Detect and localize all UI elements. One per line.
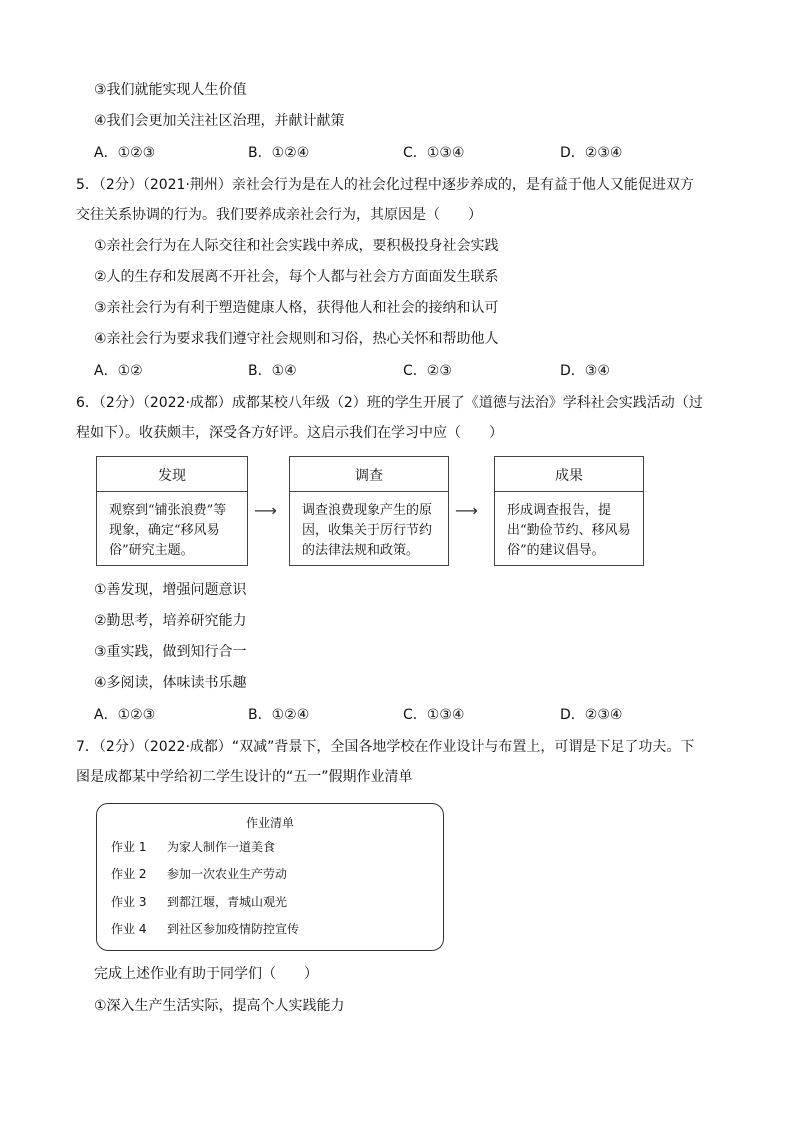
- q6-option-c: C．①③④: [403, 707, 465, 723]
- flow-box-divider: [290, 491, 448, 492]
- homework-value: 为家人制作一道美食: [167, 840, 276, 854]
- homework-row: [111, 921, 299, 937]
- q4-option-c: C．①③④: [403, 145, 465, 161]
- homework-value: 到社区参加疫情防控宣传: [167, 922, 300, 936]
- flow-box-discover: [96, 456, 248, 566]
- homework-row: [111, 866, 287, 882]
- homework-list-title: 作业清单: [245, 816, 294, 830]
- q5-stem-line2: 交往关系协调的行为。我们要养成亲社会行为，其原因是（ ）: [76, 207, 482, 223]
- flow-box-results: [494, 456, 644, 566]
- homework-row: [111, 894, 287, 910]
- q6-item-4: ④多阅读，体味读书乐趣: [94, 675, 247, 691]
- flow-box-divider: [495, 491, 643, 492]
- q4-item-4: ④我们会更加关注社区治理，并献计献策: [94, 113, 345, 129]
- q5-stem-line1: 5．（2分）（2021·荆州）亲社会行为是在人的社会化过程中逐步养成的，是有益于他人又能促进双方: [76, 177, 694, 193]
- homework-row: [111, 839, 275, 855]
- flow-box-divider: [97, 491, 247, 492]
- homework-key: 作业 2: [111, 867, 147, 881]
- q6-item-3: ③重实践，做到知行合一: [94, 644, 247, 660]
- q5-option-c: C．②③: [403, 363, 452, 379]
- q6-stem-line1: 6．（2分）（2022·成都）成都某校八年级（2）班的学生开展了《道德与法治》学科社会实践活动（过: [76, 395, 703, 411]
- q4-item-3: ③我们就能实现人生价值: [94, 82, 247, 98]
- homework-list-box: [96, 803, 444, 951]
- homework-value: 参加一次农业生产劳动: [167, 867, 288, 881]
- q6-option-a: A．①②③: [94, 707, 156, 723]
- q6-stem-line2: 程如下）。收获颇丰，深受各方好评。这启示我们在学习中应（ ）: [76, 425, 503, 441]
- q7-item-1: ①深入生产生活实际，提高个人实践能力: [94, 998, 345, 1014]
- homework-key: 作业 4: [111, 922, 147, 936]
- q4-option-b: B．①②④: [248, 145, 310, 161]
- flow-box-title: 成果: [555, 468, 583, 484]
- homework-value: 到都江堰，青城山观光: [167, 895, 288, 909]
- q7-stem-line2: 图是成都某中学给初二学生设计的“五一”假期作业清单: [76, 769, 413, 785]
- q6-item-1: ①善发现，增强问题意识: [94, 582, 247, 598]
- q5-item-1: ①亲社会行为在人际交往和社会实践中养成，要积极投身社会实践: [94, 238, 499, 254]
- q5-item-3: ③亲社会行为有利于塑造健康人格，获得他人和社会的接纳和认可: [94, 300, 499, 316]
- q4-option-a: A．①②③: [94, 145, 156, 161]
- flow-box-text: 形成调查报告，提出“勤俭节约、移风易俗”的建议倡导。: [507, 503, 631, 558]
- flow-box-title: 发现: [158, 468, 186, 484]
- flow-box-text: 调查浪费现象产生的原因，收集关于厉行节约的法律法规和政策。: [302, 503, 433, 558]
- q6-option-b: B．①②④: [248, 707, 310, 723]
- q5-item-2: ②人的生存和发展离不开社会，每个人都与社会方方面面发生联系: [94, 269, 499, 285]
- homework-key: 作业 3: [111, 895, 147, 909]
- q6-item-2: ②勤思考，培养研究能力: [94, 613, 247, 629]
- q5-option-b: B．①④: [248, 363, 297, 379]
- q5-item-4: ④亲社会行为要求我们遵守社会规则和习俗，热心关怀和帮助他人: [94, 331, 499, 347]
- flow-arrow: ⟶: [254, 501, 277, 520]
- homework-key: 作业 1: [111, 840, 147, 854]
- q7-question: 完成上述作业有助于同学们（ ）: [94, 966, 318, 982]
- flow-arrow: ⟶: [455, 501, 478, 520]
- q4-option-d: D．②③④: [560, 145, 623, 161]
- q5-option-d: D．③④: [560, 363, 610, 379]
- flow-box-title: 调查: [355, 468, 383, 484]
- q6-option-d: D．②③④: [560, 707, 623, 723]
- q5-option-a: A．①②: [94, 363, 143, 379]
- flow-box-text: 观察到“铺张浪费”等现象，确定“移风易俗”研究主题。: [109, 503, 227, 558]
- flow-box-investigate: [289, 456, 449, 566]
- q7-stem-line1: 7．（2分）（2022·成都）“双减”背景下，全国各地学校在作业设计与布置上，可谓是下足了功夫。下: [76, 739, 695, 755]
